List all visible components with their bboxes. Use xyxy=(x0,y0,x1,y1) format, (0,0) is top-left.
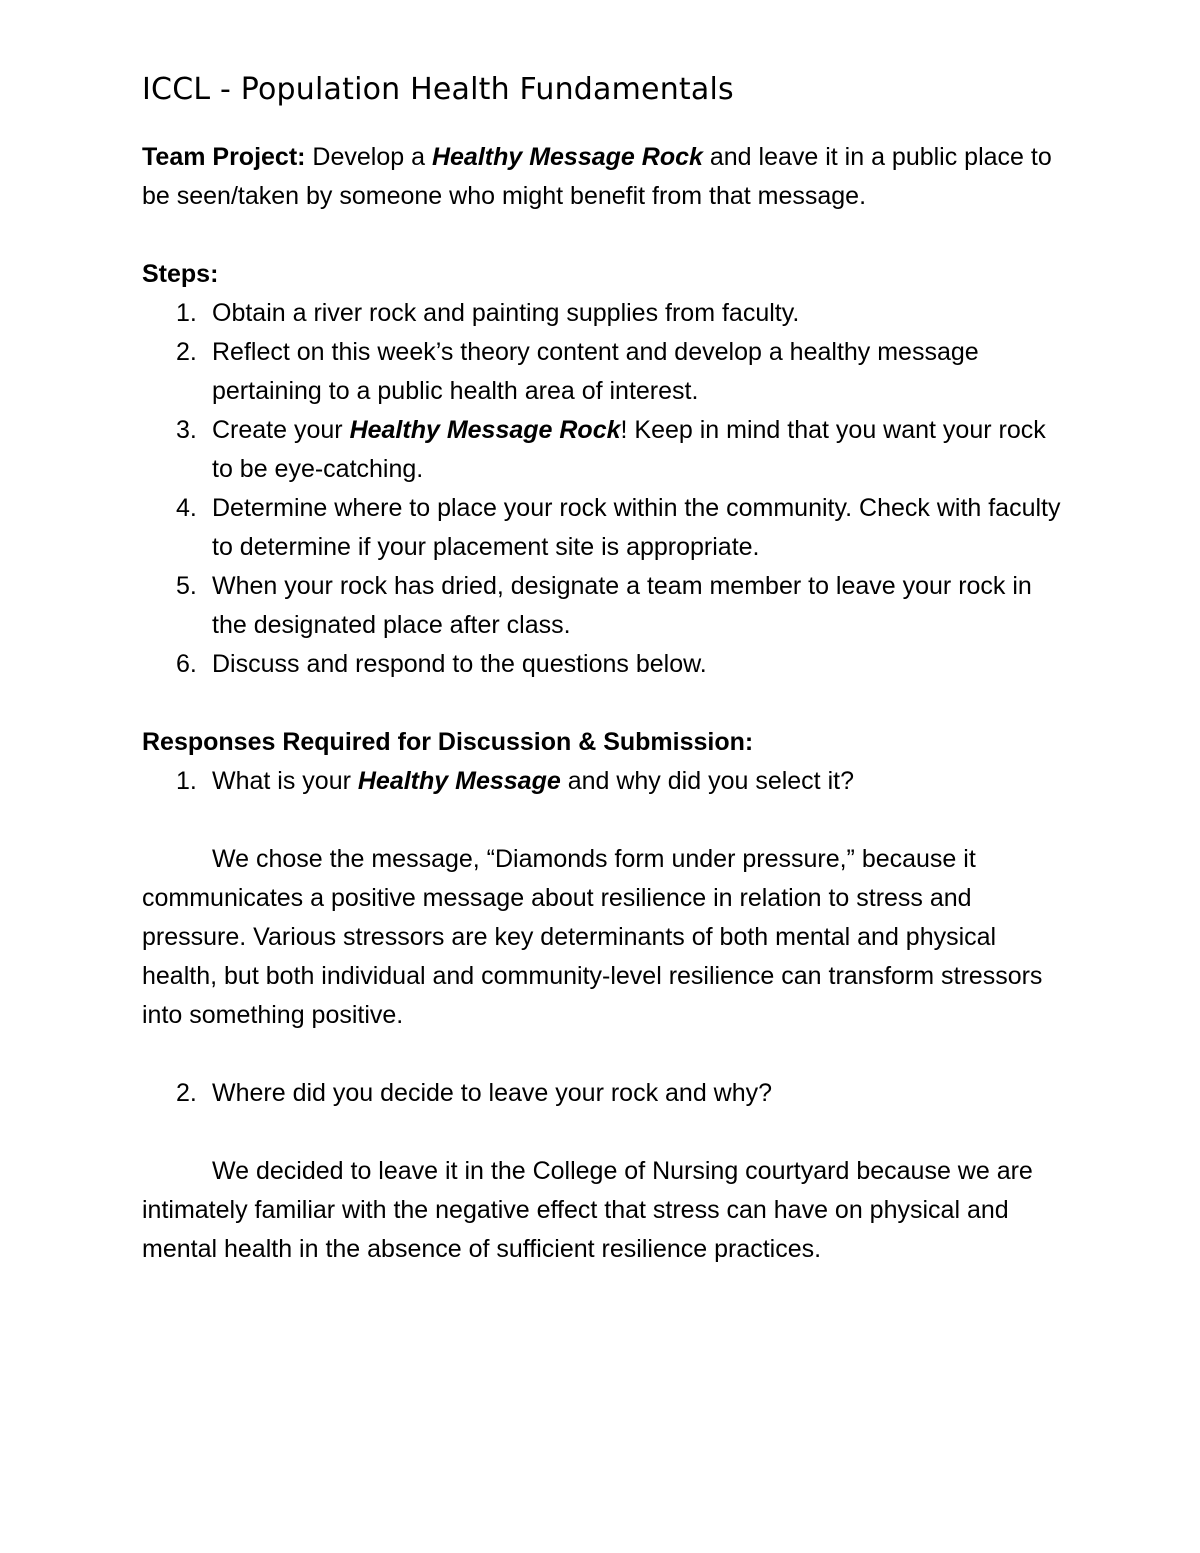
blank-line xyxy=(142,684,1072,723)
blank-line xyxy=(142,801,1072,840)
question-2 xyxy=(142,1074,1072,1113)
step-text: Obtain a river rock and painting supplies from faculty. xyxy=(212,299,800,327)
step-number: 1. xyxy=(176,299,197,327)
step-number: 4. xyxy=(176,494,197,522)
blank-line xyxy=(142,1113,1072,1152)
document-page xyxy=(142,68,1072,1269)
document-title: ICCL - Population Health Fundamentals xyxy=(142,72,734,107)
step-emphasis: Healthy Message Rock xyxy=(349,416,621,444)
steps-list xyxy=(142,294,1072,684)
step-number: 2. xyxy=(176,338,197,366)
question-1 xyxy=(142,762,1072,801)
question-2-text: Where did you decide to leave your rock and why? xyxy=(212,1079,773,1107)
team-project-emphasis: Healthy Message Rock xyxy=(431,143,703,171)
step-item xyxy=(142,333,1072,411)
question-1-text-before: What is your xyxy=(212,767,358,795)
step-number: 6. xyxy=(176,650,197,678)
step-text: Reflect on this week’s theory content and develop a healthy message pertaining to a public health area of interest. xyxy=(212,338,979,405)
question-1-text-after: and why did you select it? xyxy=(560,767,854,795)
step-number: 3. xyxy=(176,416,197,444)
step-item xyxy=(142,489,1072,567)
question-1-list xyxy=(142,762,1072,801)
team-project-label: Team Project: xyxy=(142,143,306,171)
question-1-number: 1. xyxy=(176,767,197,795)
step-text: When your rock has dried, designate a team member to leave your rock in the designated place after class. xyxy=(212,572,1032,639)
team-project-text-before: Develop a xyxy=(305,143,432,171)
step-text: Determine where to place your rock within the community. Check with faculty to determine if your placement site is appropriate. xyxy=(212,494,1061,561)
answer-2: We decided to leave it in the College of Nursing courtyard because we are intimately familiar with the negative effect that stress can have on physical and mental health in the absence of sufficient resilience practices. xyxy=(142,1157,1033,1263)
step-item xyxy=(142,645,1072,684)
responses-heading: Responses Required for Discussion & Submission: xyxy=(142,728,754,756)
answer-1: We chose the message, “Diamonds form under pressure,” because it communicates a positive message about resilience in relation to stress and pressure. Various stressors are key determinants of both mental and physical health, but both individual and community-level resilience can transform stressors into something positive. xyxy=(142,845,1043,1029)
step-item xyxy=(142,411,1072,489)
blank-line xyxy=(142,216,1072,255)
step-item xyxy=(142,294,1072,333)
question-2-list xyxy=(142,1074,1072,1113)
question-2-number: 2. xyxy=(176,1079,197,1107)
step-text: Create your xyxy=(212,416,350,444)
step-number: 5. xyxy=(176,572,197,600)
question-1-emphasis: Healthy Message xyxy=(357,767,561,795)
steps-heading: Steps: xyxy=(142,260,219,288)
step-text: ! Keep in mind that you want your rock to be eye-catching. xyxy=(212,416,1046,483)
step-text: Discuss and respond to the questions below. xyxy=(212,650,707,678)
team-project-text-after: and leave it in a public place to be seen/taken by someone who might benefit from that message. xyxy=(142,143,1052,210)
step-item xyxy=(142,567,1072,645)
team-project-paragraph xyxy=(142,138,1072,216)
blank-line xyxy=(142,1035,1072,1074)
